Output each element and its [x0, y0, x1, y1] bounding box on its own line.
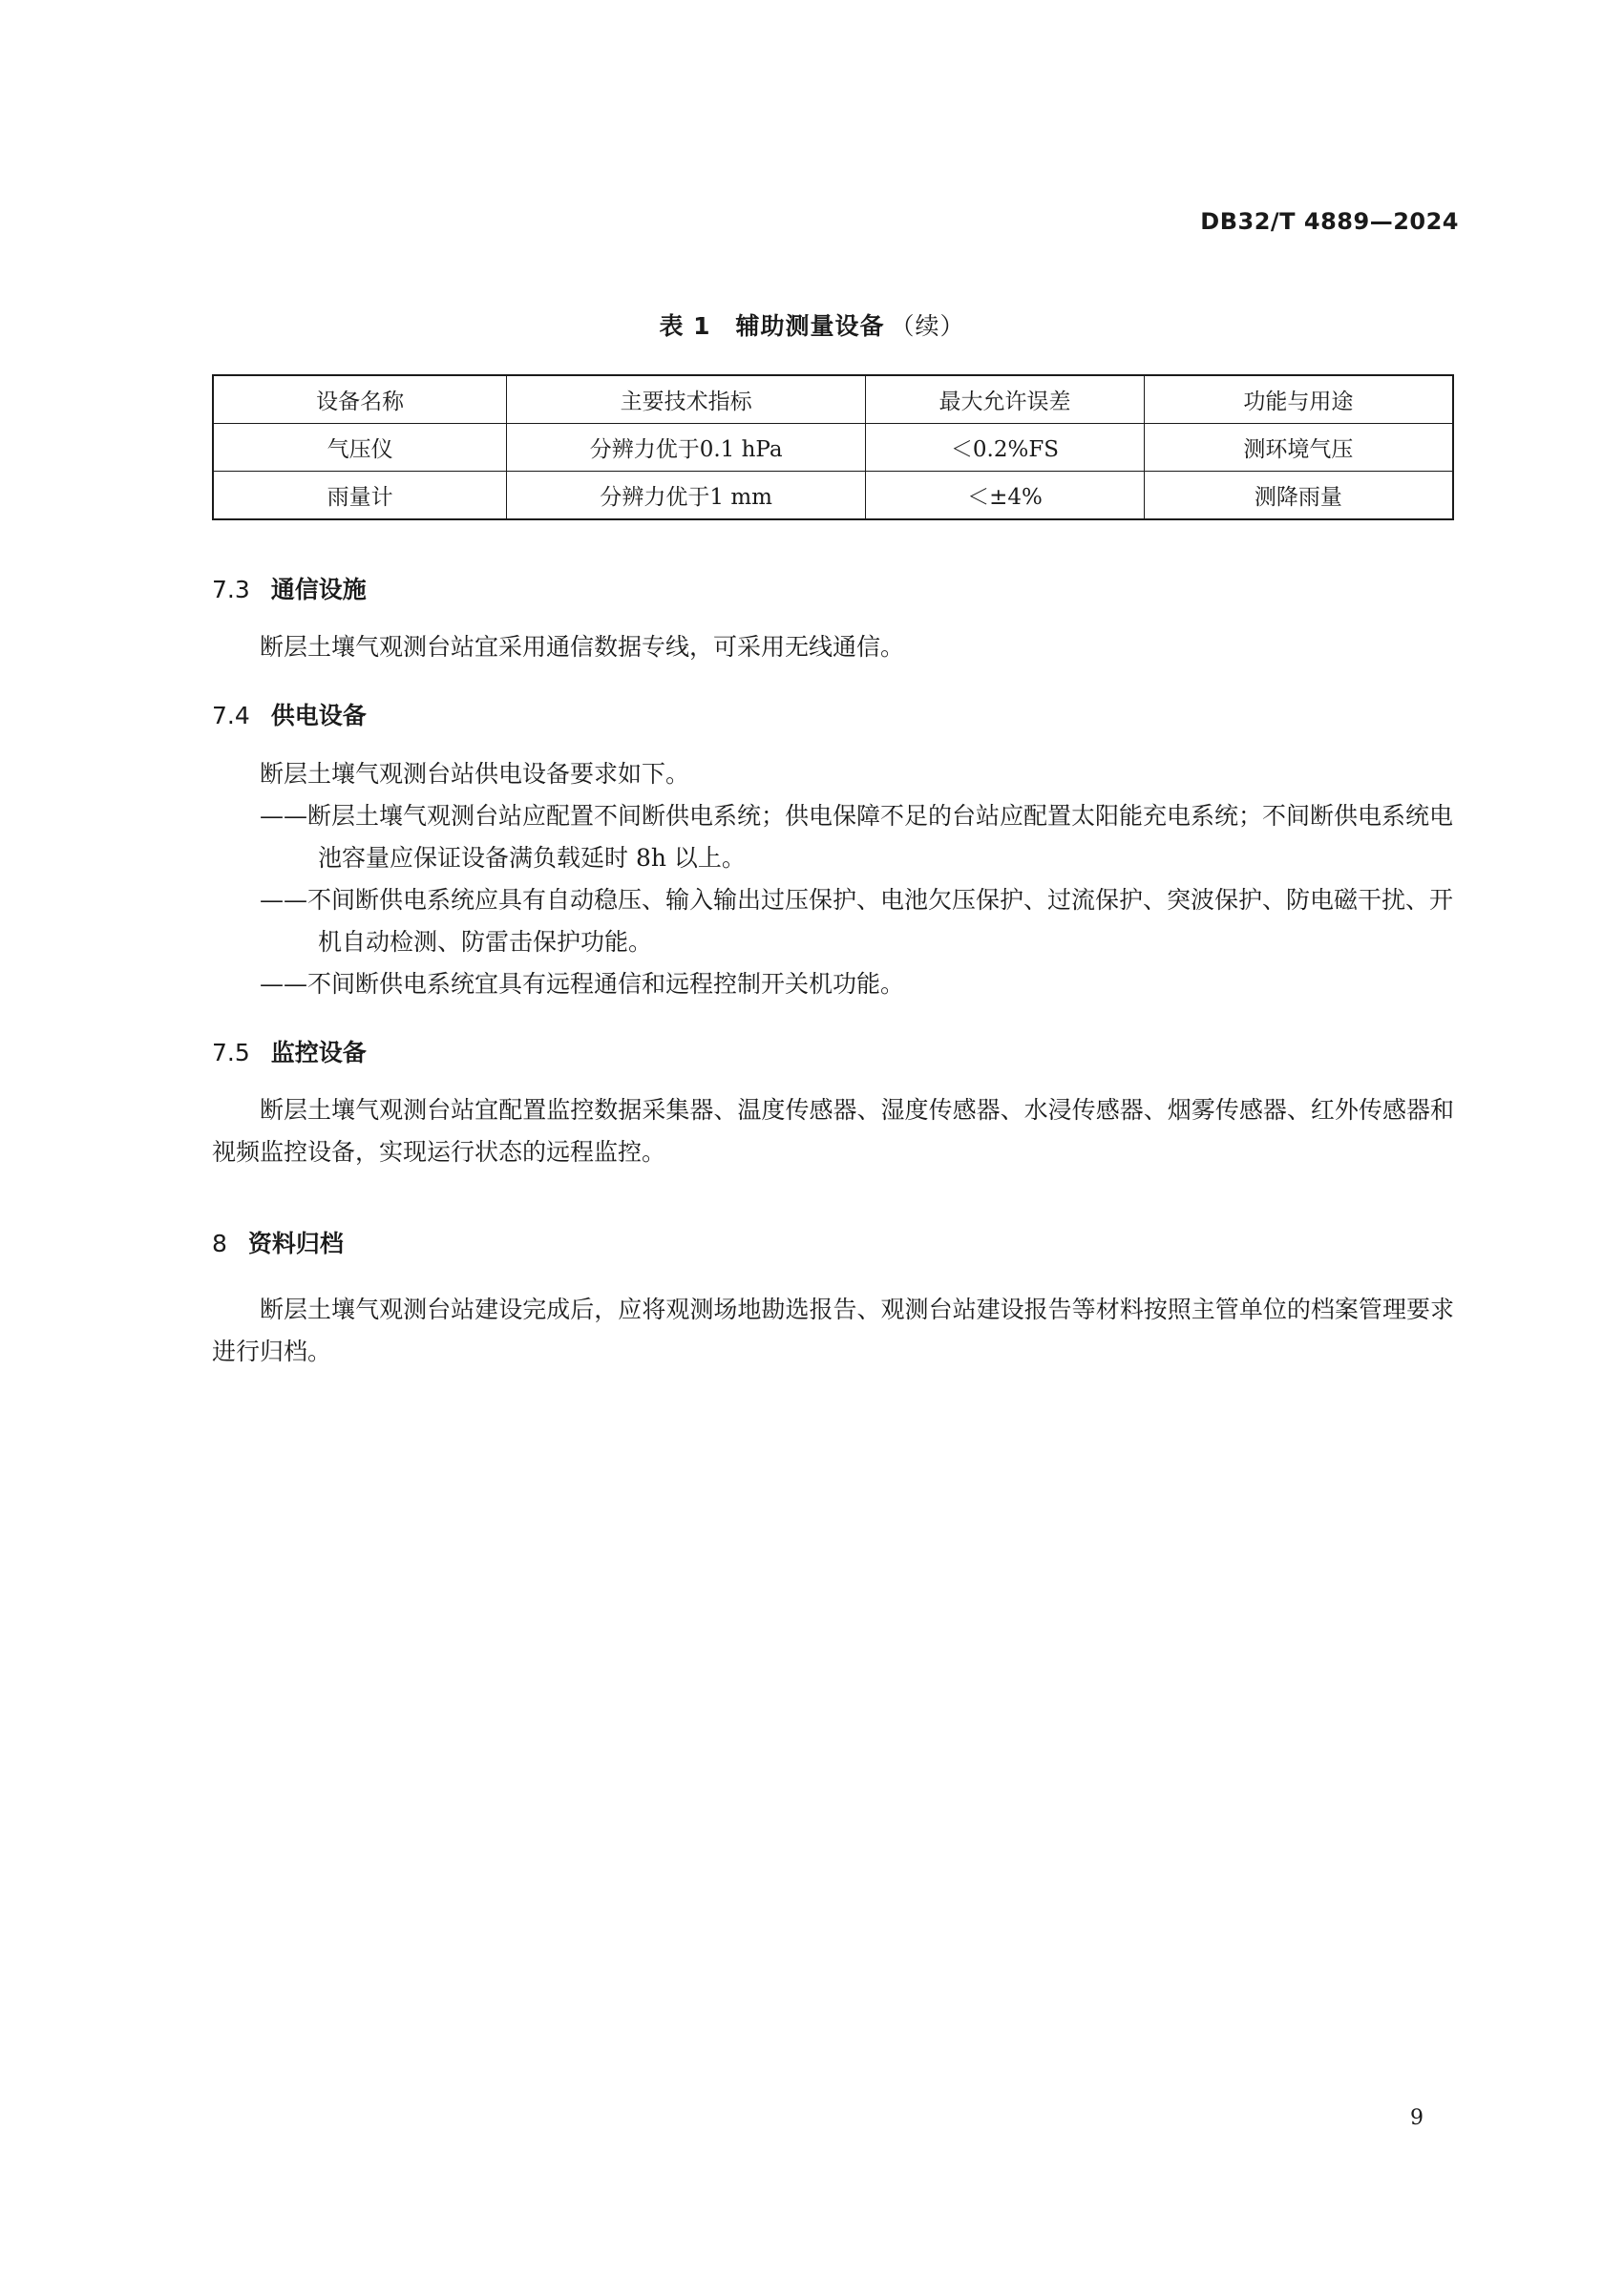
column-header: 功能与用途 — [1144, 375, 1453, 424]
table-caption-continued: （续） — [890, 312, 965, 340]
table-cell: ＜0.2%FS — [866, 424, 1145, 472]
table-header-row — [213, 375, 1453, 424]
paragraph-8: 断层土壤气观测台站建设完成后，应将观测场地勘选报告、观测台站建设报告等材料按照主管单位的档案管理要求进行归档。 — [212, 1296, 1454, 1365]
section-title: 供电设备 — [270, 702, 367, 729]
page-number: 9 — [1410, 2106, 1424, 2130]
section-number: 7.5 — [212, 1039, 250, 1066]
column-header: 最大允许误差 — [866, 375, 1145, 424]
section-heading-7-5 — [212, 1034, 367, 1068]
paragraph-7-4-intro: 断层土壤气观测台站供电设备要求如下。 — [260, 760, 690, 788]
table-caption-title: 表 1 辅助测量设备 — [659, 312, 885, 340]
auxiliary-equipment-table — [212, 374, 1454, 520]
section-heading-8 — [212, 1225, 344, 1259]
section-title: 资料归档 — [247, 1230, 344, 1257]
table-row — [213, 424, 1453, 472]
column-header: 主要技术指标 — [507, 375, 866, 424]
column-header: 设备名称 — [213, 375, 507, 424]
table-cell: 雨量计 — [213, 472, 507, 520]
table-cell: 测环境气压 — [1144, 424, 1453, 472]
list-item: ——断层土壤气观测台站应配置不间断供电系统；供电保障不足的台站应配置太阳能充电系统；不间断供电系统电池容量应保证设备满负载延时 8h 以上。 — [260, 802, 1454, 872]
section-heading-7-3 — [212, 571, 367, 605]
section-number: 7.4 — [212, 702, 250, 729]
table-caption — [0, 307, 1624, 342]
section-title: 通信设施 — [270, 576, 367, 603]
list-item: ——不间断供电系统应具有自动稳压、输入输出过压保护、电池欠压保护、过流保护、突波保护、防电磁干扰、开机自动检测、防雷击保护功能。 — [260, 886, 1454, 956]
list-item: ——不间断供电系统宜具有远程通信和远程控制开关机功能。 — [260, 970, 905, 998]
paragraph-7-5: 断层土壤气观测台站宜配置监控数据采集器、温度传感器、湿度传感器、水浸传感器、烟雾传感器、红外传感器和视频监控设备，实现运行状态的远程监控。 — [212, 1096, 1454, 1166]
paragraph-7-3: 断层土壤气观测台站宜采用通信数据专线，可采用无线通信。 — [260, 633, 905, 661]
section-number: 8 — [212, 1230, 227, 1257]
section-title: 监控设备 — [270, 1039, 367, 1066]
section-number: 7.3 — [212, 576, 250, 603]
table-cell: 测降雨量 — [1144, 472, 1453, 520]
table-cell: 气压仪 — [213, 424, 507, 472]
table-row — [213, 472, 1453, 520]
table-cell: ＜±4% — [866, 472, 1145, 520]
table-cell: 分辨力优于0.1 hPa — [507, 424, 866, 472]
table-cell: 分辨力优于1 mm — [507, 472, 866, 520]
standard-code: DB32/T 4889—2024 — [1200, 208, 1459, 235]
section-heading-7-4 — [212, 697, 367, 731]
